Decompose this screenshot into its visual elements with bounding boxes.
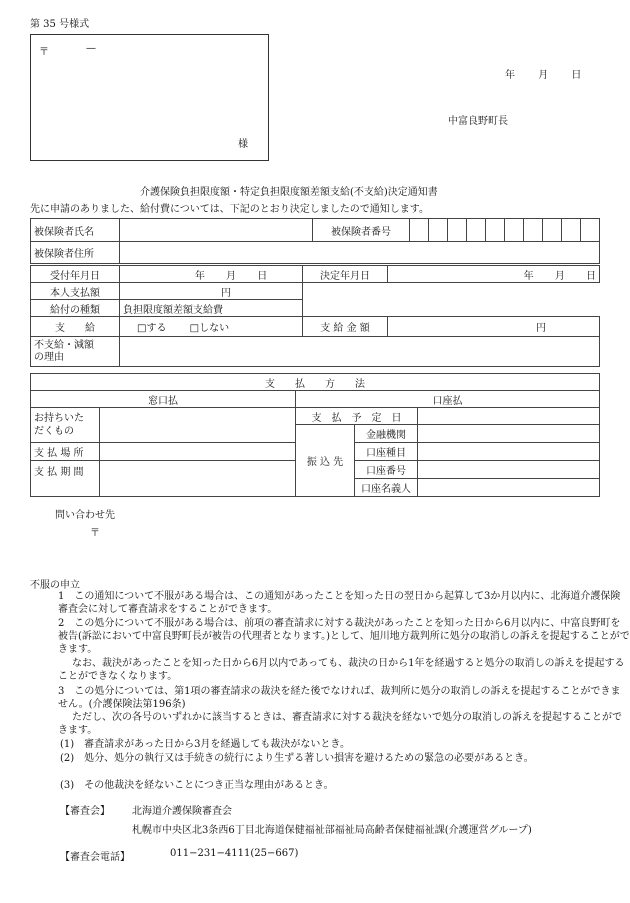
contact-label: 問い合わせ先 [55,510,115,521]
bring-items-value [100,408,296,443]
appeal-paragraph-2: 2 この処分について不服がある場合は、前項の審査請求に対する裁決があったことを知った日から6月以内に、中富良野町を被告(訴訟において中富良野町長が被告の代理者となります。)として、旭川地方裁判所に処分の取消しの訴えを提起することができます。 [58,618,630,655]
issuer: 中富良野町長 [448,116,508,127]
address-box [30,34,269,161]
payment-label: 支 給 [31,317,120,337]
form-number: 第 35 号様式 [30,19,90,30]
appeal-paragraph-3: 3 この処分については、第1項の審査請求の裁決を経た後でなければ、裁判所に処分の取消しの訴えを提起することができません。(介護保険法第196条) [58,686,621,710]
scheduled-date-value [418,408,600,425]
pay-place-value [100,443,296,461]
appeal-item-3: (3) その他裁決を経ないことにつき正当な理由があるとき。 [60,780,334,791]
appeal-paragraph-3b: ただし、次の各号のいずれかに該当するときは、審査請求に対する裁決を経ないで処分の取消しの訴えを提起することができます。 [58,712,622,736]
bank-label: 金融機関 [355,425,418,443]
payment-method-header: 支 払 方 法 [31,374,600,391]
review-board-name: 北海道介護保険審査会 [132,806,232,817]
payment-method-table [30,373,600,497]
reason-value [120,337,600,367]
account-number-label: 口座番号 [355,461,418,479]
insured-address-value [120,242,600,264]
postal-dash: — [86,43,96,54]
option-no-checkbox[interactable]: □しない [189,323,230,334]
self-pay-value: 円 [120,283,303,300]
intro-text: 先に申請のありました、給付費については、下記のとおり決定しましたので通知します。 [30,204,429,215]
transfer-destination-label: 振 込 先 [296,425,355,497]
review-board-label: 【審査会】 [60,806,110,817]
appeal-paragraph-2b: なお、裁決があったことを知った日から6月以内であっても、裁決の日から1年を経過すると処分の取消しの訴えを提起することができなくなります。 [58,658,625,682]
benefit-type-value: 負担限度額差額支給費 [120,300,303,317]
header-date: 年 月 日 [505,70,582,81]
benefit-type-label: 給付の種類 [31,300,120,317]
contact-postal-mark: 〒 [90,528,100,539]
review-board-phone-label: 【審査会電話】 [60,852,130,863]
insured-name-value [120,219,313,242]
insured-name-label: 被保険者氏名 [31,219,120,242]
account-holder-label: 口座名義人 [355,479,418,497]
received-date-value: 年 月 日 [120,266,303,283]
insured-address-label: 被保険者住所 [31,242,120,264]
transfer-pay-header: 口座払 [296,391,600,408]
received-date-label: 受付年月日 [31,266,120,283]
decision-date-label: 決定年月日 [303,266,388,283]
payment-amount-value: 円 [388,317,600,337]
payment-options [120,317,303,337]
appeal-heading: 不服の申立 [30,580,80,591]
account-holder-value [418,479,600,497]
account-type-label: 口座種目 [355,443,418,461]
decision-date-value: 年 月 日 [388,266,600,283]
option-yes-checkbox[interactable]: □する [137,323,167,334]
payment-amount-label: 支 給 金 額 [303,317,388,337]
self-pay-label: 本人支払額 [31,283,120,300]
account-type-value [418,443,600,461]
scheduled-date-label: 支 払 予 定 日 [296,408,418,425]
pay-period-label: 支 払 期 間 [31,461,100,497]
insured-number-label: 被保険者番号 [313,219,410,242]
pay-period-value [100,461,296,497]
bank-value [418,425,600,443]
addressee-suffix: 様 [238,139,248,150]
document-title: 介護保険負担限度額・特定負担限度額差額支給(不支給)決定通知書 [140,187,438,198]
account-number-value [418,461,600,479]
insured-number-cells [410,219,600,242]
appeal-item-2: (2) 処分、処分の執行又は手続きの続行により生ずる著しい損害を避けるための緊急の必要があるとき。 [60,753,534,764]
appeal-paragraph-1: 1 この通知について不服がある場合は、この通知があったことを知った日の翌日から起算して3か月以内に、北海道介護保険審査会に対して審査請求をすることができます。 [58,591,621,615]
appeal-item-1: (1) 審査請求があった日から3月を経過しても裁決がないとき。 [60,739,351,750]
reason-label: 不支給・減額 の理由 [31,337,120,367]
pay-place-label: 支 払 場 所 [31,443,100,461]
bring-items-label: お持ちいた だくもの [31,408,100,443]
review-board-address: 札幌市中央区北3条西6丁目北海道保健福祉部福祉局高齢者保健福祉課(介護運営グループ) [132,825,532,836]
insured-table [30,218,600,264]
decision-table [30,265,600,367]
review-board-phone: 011−231−4111(25−667) [170,848,299,859]
postal-mark: 〒 [39,47,49,58]
window-pay-header: 窓口払 [31,391,296,408]
